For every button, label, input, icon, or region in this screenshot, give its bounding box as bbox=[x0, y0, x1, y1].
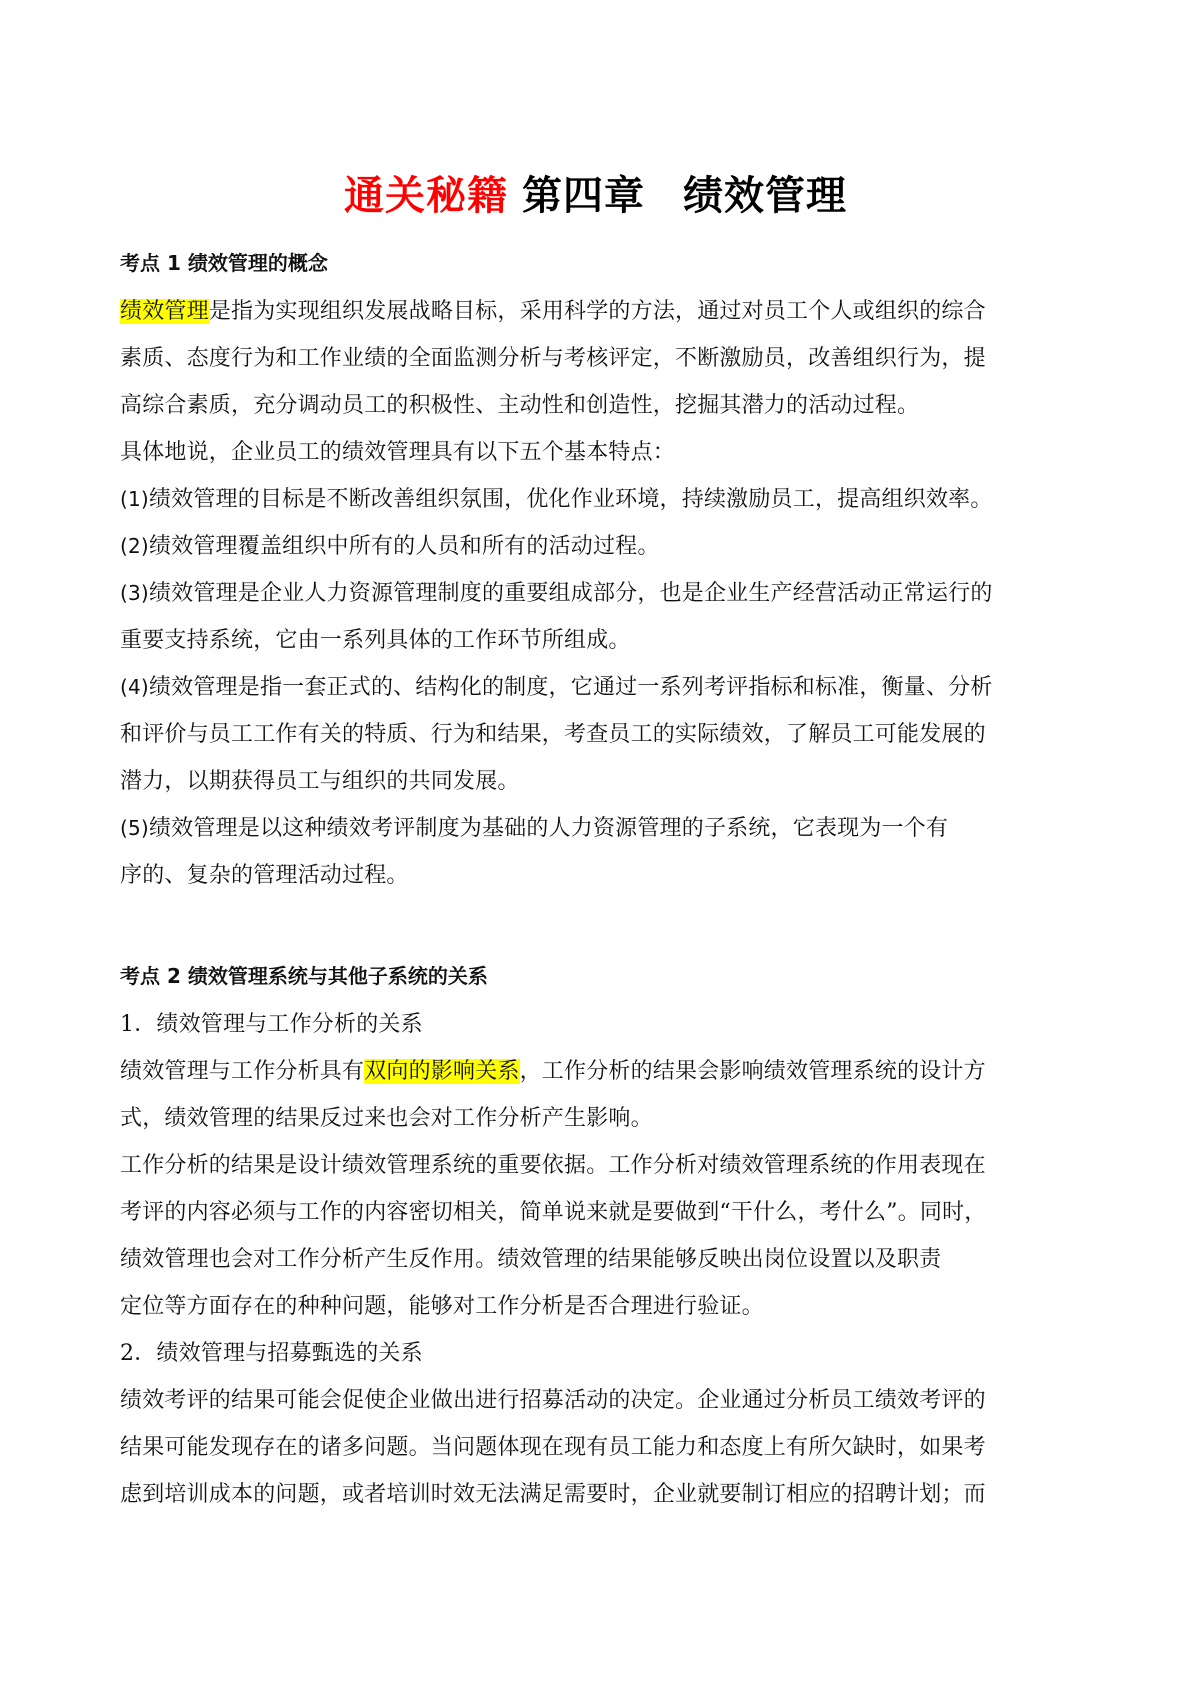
feature-item bbox=[120, 570, 1066, 617]
feature-item-continuation: 和评价与员工工作有关的特质、行为和结果，考查员工的实际绩效，了解员工可能发展的 bbox=[120, 722, 986, 747]
item-number: (2) bbox=[120, 534, 149, 558]
paragraph-text: ，工作分析的结果会影响绩效管理系统的设计方 bbox=[519, 1059, 986, 1084]
item-number: (5) bbox=[120, 816, 149, 840]
definition-line-3: 高综合素质，充分调动员工的积极性、主动性和创造性，挖掘其潜力的活动过程。 bbox=[120, 393, 920, 418]
item-text: 绩效管理是指一套正式的、结构化的制度，它通过一系列考评指标和标准，衡量、分析 bbox=[148, 675, 993, 700]
title-topic: 绩效管理 bbox=[683, 173, 847, 219]
definition-text: 是指为实现组织发展战略目标，采用科学的方法，通过对员工个人或组织的综合 bbox=[208, 299, 986, 324]
item-text: 绩效管理覆盖组织中所有的人员和所有的活动过程。 bbox=[148, 534, 660, 559]
paragraph-text: 绩效管理与工作分析具有 bbox=[120, 1059, 365, 1084]
paragraph-line: 定位等方面存在的种种问题，能够对工作分析是否合理进行验证。 bbox=[120, 1294, 764, 1319]
feature-item bbox=[120, 664, 1066, 711]
document-body bbox=[120, 246, 1066, 1518]
section2-heading: 考点 2 绩效管理系统与其他子系统的关系 bbox=[120, 964, 488, 988]
feature-item bbox=[120, 476, 1066, 523]
feature-item bbox=[120, 523, 1066, 570]
paragraph-line bbox=[120, 1048, 1066, 1095]
section1-heading: 考点 1 绩效管理的概念 bbox=[120, 251, 328, 275]
feature-item bbox=[120, 805, 1066, 852]
paragraph-line: 结果可能发现存在的诸多问题。当问题体现在现有员工能力和态度上有所欠缺时，如果考 bbox=[120, 1435, 986, 1460]
title-chapter: 第四章 bbox=[522, 173, 645, 219]
paragraph-line: 工作分析的结果是设计绩效管理系统的重要依据。工作分析对绩效管理系统的作用表现在 bbox=[120, 1153, 986, 1178]
item-number: (1) bbox=[120, 487, 149, 511]
paragraph-line: 考评的内容必须与工作的内容密切相关，简单说来就是要做到“干什么，考什么”。同时， bbox=[120, 1200, 987, 1225]
item-text: 绩效管理的目标是不断改善组织氛围，优化作业环境，持续激励员工，提高组织效率。 bbox=[148, 487, 993, 512]
title-red-part: 通关秘籍 bbox=[344, 173, 508, 219]
subsection-1-title: 1．绩效管理与工作分析的关系 bbox=[120, 1012, 423, 1037]
highlight-term: 双向的影响关系 bbox=[364, 1059, 520, 1084]
highlight-term: 绩效管理 bbox=[120, 299, 209, 324]
paragraph-line: 绩效管理也会对工作分析产生反作用。绩效管理的结果能够反映出岗位设置以及职责 bbox=[120, 1247, 942, 1272]
item-text: 绩效管理是企业人力资源管理制度的重要组成部分，也是企业生产经营活动正常运行的 bbox=[148, 581, 993, 606]
features-intro: 具体地说，企业员工的绩效管理具有以下五个基本特点： bbox=[120, 440, 676, 465]
definition-line-2: 素质、态度行为和工作业绩的全面监测分析与考核评定，不断激励员，改善组织行为，提 bbox=[120, 346, 986, 371]
paragraph-line: 式，绩效管理的结果反过来也会对工作分析产生影响。 bbox=[120, 1106, 653, 1131]
paragraph-line: 绩效考评的结果可能会促使企业做出进行招募活动的决定。企业通过分析员工绩效考评的 bbox=[120, 1388, 986, 1413]
feature-item-continuation: 潜力，以期获得员工与组织的共同发展。 bbox=[120, 769, 520, 794]
definition-line-1 bbox=[120, 288, 1066, 335]
item-number: (3) bbox=[120, 581, 149, 605]
feature-item-continuation: 重要支持系统，它由一系列具体的工作环节所组成。 bbox=[120, 628, 631, 653]
item-text: 绩效管理是以这种绩效考评制度为基础的人力资源管理的子系统，它表现为一个有 bbox=[148, 816, 949, 841]
page-title bbox=[0, 168, 1191, 224]
subsection-2-title: 2．绩效管理与招募甄选的关系 bbox=[120, 1341, 423, 1366]
feature-item-continuation: 序的、复杂的管理活动过程。 bbox=[120, 863, 409, 888]
item-number: (4) bbox=[120, 675, 149, 699]
paragraph-line: 虑到培训成本的问题，或者培训时效无法满足需要时，企业就要制订相应的招聘计划；而 bbox=[120, 1482, 986, 1507]
